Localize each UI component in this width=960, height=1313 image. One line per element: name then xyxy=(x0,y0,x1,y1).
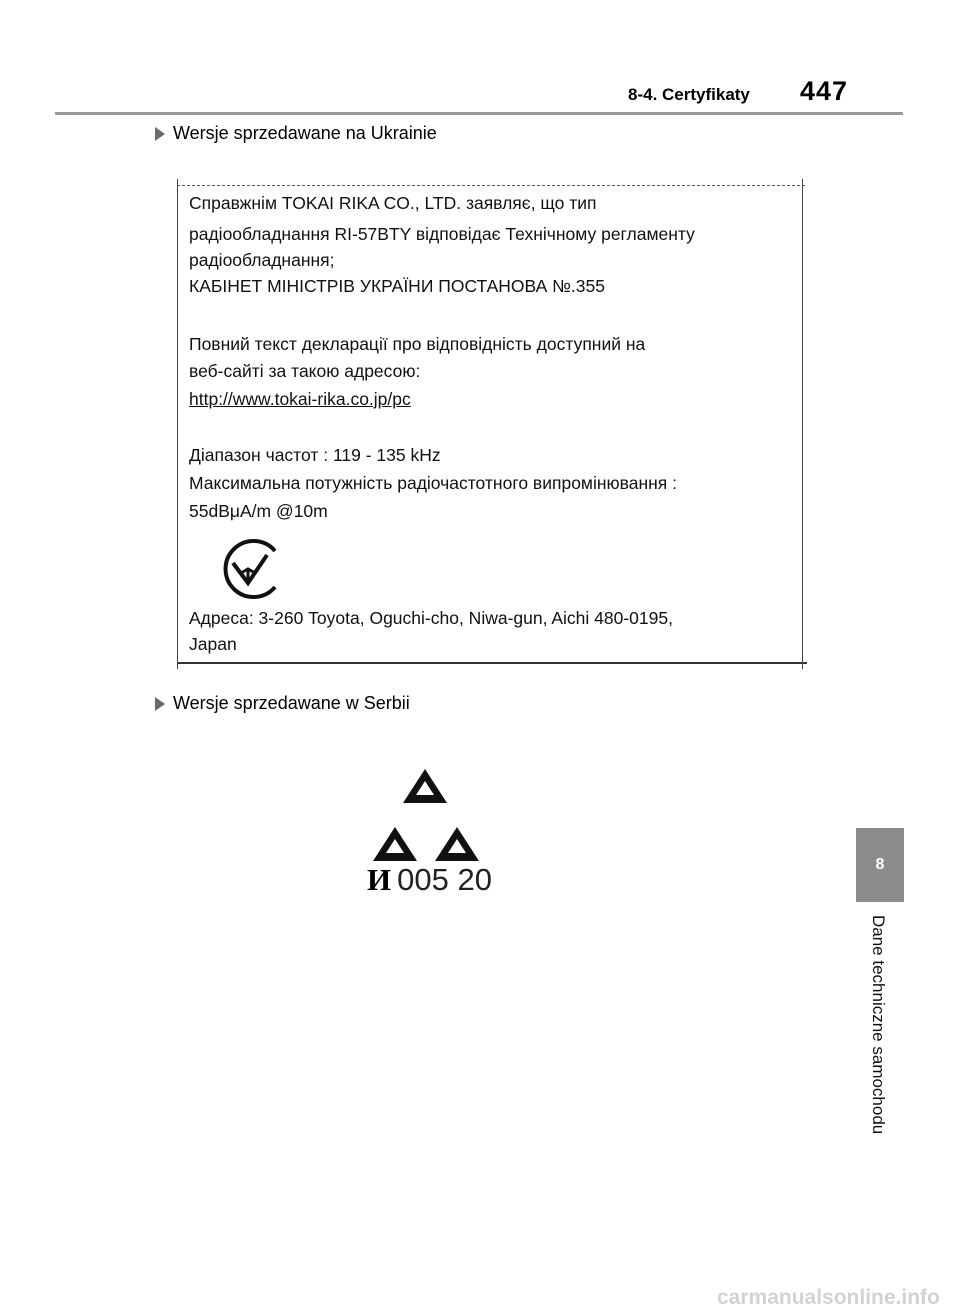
serbian-code-number: 005 20 xyxy=(397,862,492,897)
declaration-line: Повний текст декларації про відповідність доступний на xyxy=(189,334,646,354)
bullet-triangle-icon xyxy=(155,697,165,711)
chapter-tab[interactable]: 8 xyxy=(856,828,904,902)
box-left-line xyxy=(177,179,178,669)
declaration-line: Japan xyxy=(189,634,237,654)
declaration-line: радіообладнання RI-57BTY відповідає Технічному регламенту xyxy=(189,224,695,244)
ukrainian-conformity-mark-icon xyxy=(215,535,283,603)
page-number: 447 xyxy=(800,76,849,106)
bullet-ukraine-label: Wersje sprzedawane na Ukrainie xyxy=(173,123,437,143)
section-title: 8-4. Certyfikaty xyxy=(628,85,750,104)
bullet-triangle-icon xyxy=(155,127,165,141)
declaration-url: http://www.tokai-rika.co.jp/pc xyxy=(189,389,411,409)
box-bottom-line xyxy=(177,662,807,664)
serbian-cyrillic-letter: И xyxy=(367,862,392,897)
bullet-serbia-label: Wersje sprzedawane w Serbii xyxy=(173,693,410,713)
declaration-line: Адреса: 3-260 Toyota, Oguchi-cho, Niwa-gun, Aichi 480-0195, xyxy=(189,608,673,628)
ukraine-declaration-box xyxy=(173,175,807,668)
serbian-certification-code xyxy=(367,862,492,898)
bullet-serbia xyxy=(155,693,410,714)
declaration-line: Максимальна потужність радіочастотного випромінювання : xyxy=(189,473,677,493)
declaration-line: КАБІНЕТ МІНІСТРІВ УКРАЇНИ ПОСТАНОВА №.355 xyxy=(189,276,605,296)
watermark: carmanualsonline.info xyxy=(717,1286,940,1309)
declaration-line: 55dBμA/m @10m xyxy=(189,501,328,521)
declaration-line: веб-сайті за такою адресою: xyxy=(189,361,421,381)
bullet-ukraine xyxy=(155,123,437,144)
header-rule xyxy=(55,112,903,115)
serbian-conformity-triangles-icon xyxy=(365,765,490,865)
box-right-line xyxy=(802,179,803,669)
declaration-line: Діапазон частот : 119 - 135 kHz xyxy=(189,445,441,465)
box-top-line xyxy=(177,185,805,186)
declaration-line: Справжнім TOKAI RIKA CO., LTD. заявляє, що тип xyxy=(189,193,597,213)
declaration-line: радіообладнання; xyxy=(189,250,335,270)
chapter-title-vertical: Dane techniczne samochodu xyxy=(869,915,888,1135)
